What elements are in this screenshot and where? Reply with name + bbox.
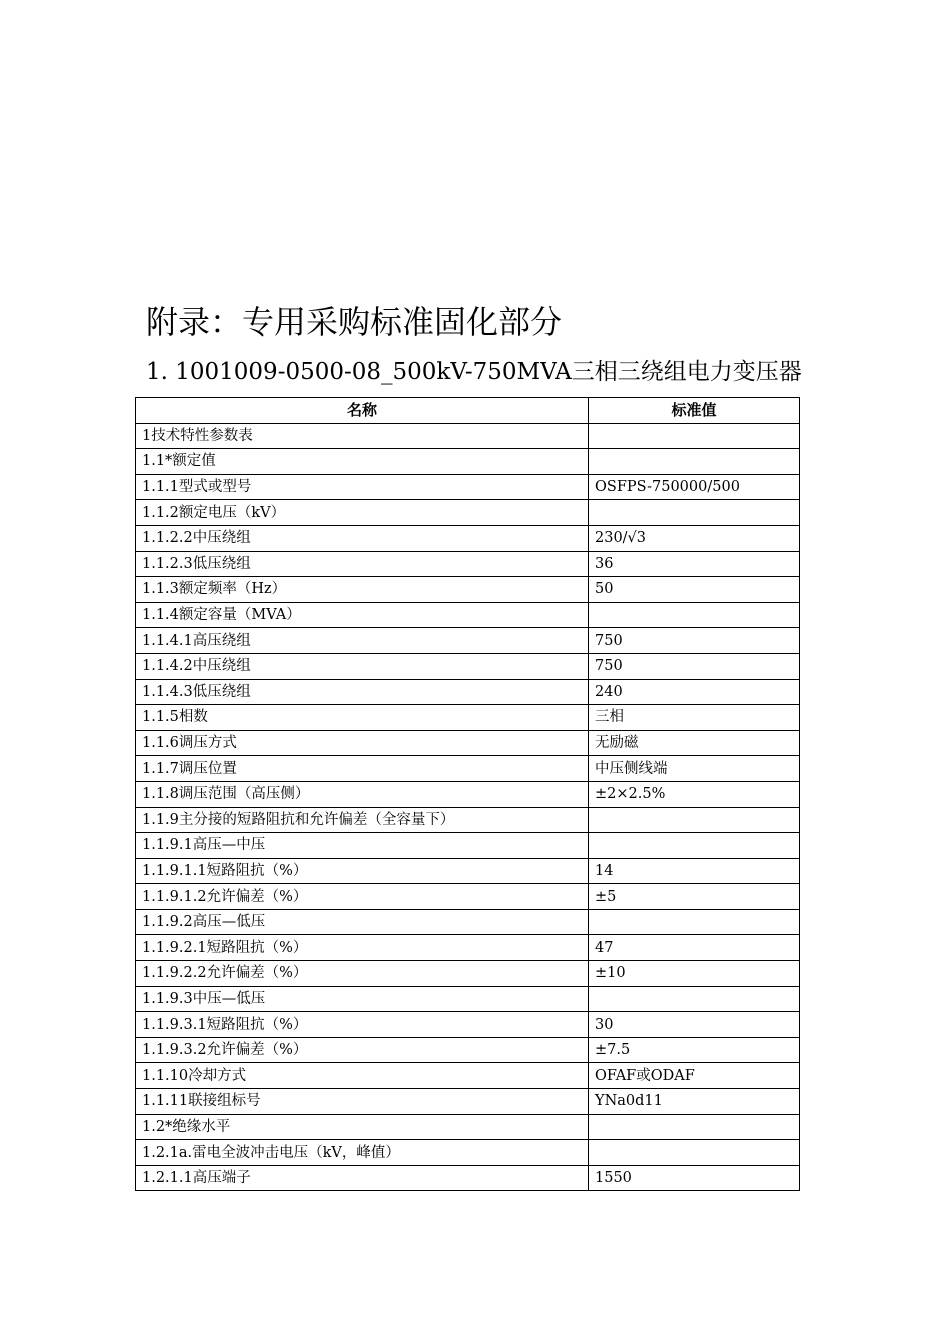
row-name-cell: 1.1.11联接组标号 bbox=[136, 1089, 589, 1115]
row-name-cell: 1.1.9.3中压—低压 bbox=[136, 986, 589, 1012]
table-row bbox=[136, 500, 800, 526]
table-row bbox=[136, 423, 800, 449]
row-name-cell: 1.1.9.2.2允许偏差（%） bbox=[136, 961, 589, 987]
row-value-cell bbox=[589, 449, 800, 475]
row-value-cell: 750 bbox=[589, 628, 800, 654]
row-name-cell: 1.1.1型式或型号 bbox=[136, 474, 589, 500]
row-name-cell: 1.1.4额定容量（MVA） bbox=[136, 602, 589, 628]
row-name-cell: 1技术特性参数表 bbox=[136, 423, 589, 449]
table-header-row bbox=[136, 398, 800, 424]
row-name-cell: 1.2.1a.雷电全波冲击电压（kV，峰值） bbox=[136, 1140, 589, 1166]
row-name-cell: 1.1.2.3低压绕组 bbox=[136, 551, 589, 577]
spec-table-body bbox=[136, 423, 800, 1191]
row-name-cell: 1.2*绝缘水平 bbox=[136, 1114, 589, 1140]
row-value-cell: OSFPS-750000/500 bbox=[589, 474, 800, 500]
table-row bbox=[136, 756, 800, 782]
row-name-cell: 1.1.9.3.2允许偏差（%） bbox=[136, 1037, 589, 1063]
row-name-cell: 1.1.9.1.2允许偏差（%） bbox=[136, 884, 589, 910]
row-name-cell: 1.1.4.2中压绕组 bbox=[136, 653, 589, 679]
row-name-cell: 1.1.5相数 bbox=[136, 705, 589, 731]
row-value-cell: ±5 bbox=[589, 884, 800, 910]
row-value-cell: 50 bbox=[589, 577, 800, 603]
table-row bbox=[136, 474, 800, 500]
row-name-cell: 1.1.9主分接的短路阻抗和允许偏差（全容量下） bbox=[136, 807, 589, 833]
row-value-cell: 240 bbox=[589, 679, 800, 705]
table-row bbox=[136, 449, 800, 475]
table-row bbox=[136, 628, 800, 654]
table-row bbox=[136, 858, 800, 884]
table-row bbox=[136, 935, 800, 961]
row-value-cell bbox=[589, 1114, 800, 1140]
table-row bbox=[136, 1114, 800, 1140]
row-value-cell: ±10 bbox=[589, 961, 800, 987]
row-name-cell: 1.1.4.1高压绕组 bbox=[136, 628, 589, 654]
row-name-cell: 1.1.6调压方式 bbox=[136, 730, 589, 756]
row-value-cell: 30 bbox=[589, 1012, 800, 1038]
row-value-cell bbox=[589, 909, 800, 935]
header-name: 名称 bbox=[136, 398, 589, 424]
table-row bbox=[136, 909, 800, 935]
row-value-cell: 无励磁 bbox=[589, 730, 800, 756]
row-value-cell: ±7.5 bbox=[589, 1037, 800, 1063]
table-row bbox=[136, 653, 800, 679]
row-name-cell: 1.1.3额定频率（Hz） bbox=[136, 577, 589, 603]
table-row bbox=[136, 525, 800, 551]
row-name-cell: 1.1.9.1.1短路阻抗（%） bbox=[136, 858, 589, 884]
row-value-cell: YNa0d11 bbox=[589, 1089, 800, 1115]
page-title: 附录：专用采购标准固化部分 bbox=[146, 303, 563, 341]
table-row bbox=[136, 1089, 800, 1115]
row-value-cell: 14 bbox=[589, 858, 800, 884]
table-row bbox=[136, 781, 800, 807]
table-row bbox=[136, 577, 800, 603]
row-value-cell bbox=[589, 500, 800, 526]
table-row bbox=[136, 884, 800, 910]
row-value-cell: 47 bbox=[589, 935, 800, 961]
table-row bbox=[136, 833, 800, 859]
row-value-cell: 三相 bbox=[589, 705, 800, 731]
table-row bbox=[136, 961, 800, 987]
row-name-cell: 1.1.7调压位置 bbox=[136, 756, 589, 782]
row-name-cell: 1.1.4.3低压绕组 bbox=[136, 679, 589, 705]
section-title: 1. 1001009-0500-08_500kV-750MVA三相三绕组电力变压器 bbox=[146, 359, 802, 385]
table-row bbox=[136, 1063, 800, 1089]
row-value-cell bbox=[589, 833, 800, 859]
row-name-cell: 1.1.9.2.1短路阻抗（%） bbox=[136, 935, 589, 961]
row-name-cell: 1.1.8调压范围（高压侧） bbox=[136, 781, 589, 807]
row-name-cell: 1.1.9.2高压—低压 bbox=[136, 909, 589, 935]
table-row bbox=[136, 807, 800, 833]
table-row bbox=[136, 1140, 800, 1166]
row-name-cell: 1.1.9.1高压—中压 bbox=[136, 833, 589, 859]
row-name-cell: 1.1.10冷却方式 bbox=[136, 1063, 589, 1089]
row-value-cell bbox=[589, 807, 800, 833]
row-value-cell: OFAF或ODAF bbox=[589, 1063, 800, 1089]
row-value-cell: 36 bbox=[589, 551, 800, 577]
row-value-cell: 1550 bbox=[589, 1165, 800, 1191]
table-row bbox=[136, 1037, 800, 1063]
header-standard-value: 标准值 bbox=[589, 398, 800, 424]
row-name-cell: 1.1.2.2中压绕组 bbox=[136, 525, 589, 551]
table-row bbox=[136, 986, 800, 1012]
table-row bbox=[136, 730, 800, 756]
spec-table bbox=[135, 397, 800, 1191]
row-value-cell: 中压侧线端 bbox=[589, 756, 800, 782]
row-value-cell bbox=[589, 1140, 800, 1166]
row-name-cell: 1.1.9.3.1短路阻抗（%） bbox=[136, 1012, 589, 1038]
table-row bbox=[136, 1012, 800, 1038]
table-row bbox=[136, 705, 800, 731]
row-value-cell bbox=[589, 602, 800, 628]
row-value-cell bbox=[589, 986, 800, 1012]
table-row bbox=[136, 1165, 800, 1191]
row-value-cell: ±2×2.5% bbox=[589, 781, 800, 807]
row-name-cell: 1.2.1.1高压端子 bbox=[136, 1165, 589, 1191]
row-value-cell: 750 bbox=[589, 653, 800, 679]
row-value-cell bbox=[589, 423, 800, 449]
table-row bbox=[136, 679, 800, 705]
table-row bbox=[136, 602, 800, 628]
row-name-cell: 1.1.2额定电压（kV） bbox=[136, 500, 589, 526]
row-name-cell: 1.1*额定值 bbox=[136, 449, 589, 475]
row-value-cell: 230/√3 bbox=[589, 525, 800, 551]
table-row bbox=[136, 551, 800, 577]
